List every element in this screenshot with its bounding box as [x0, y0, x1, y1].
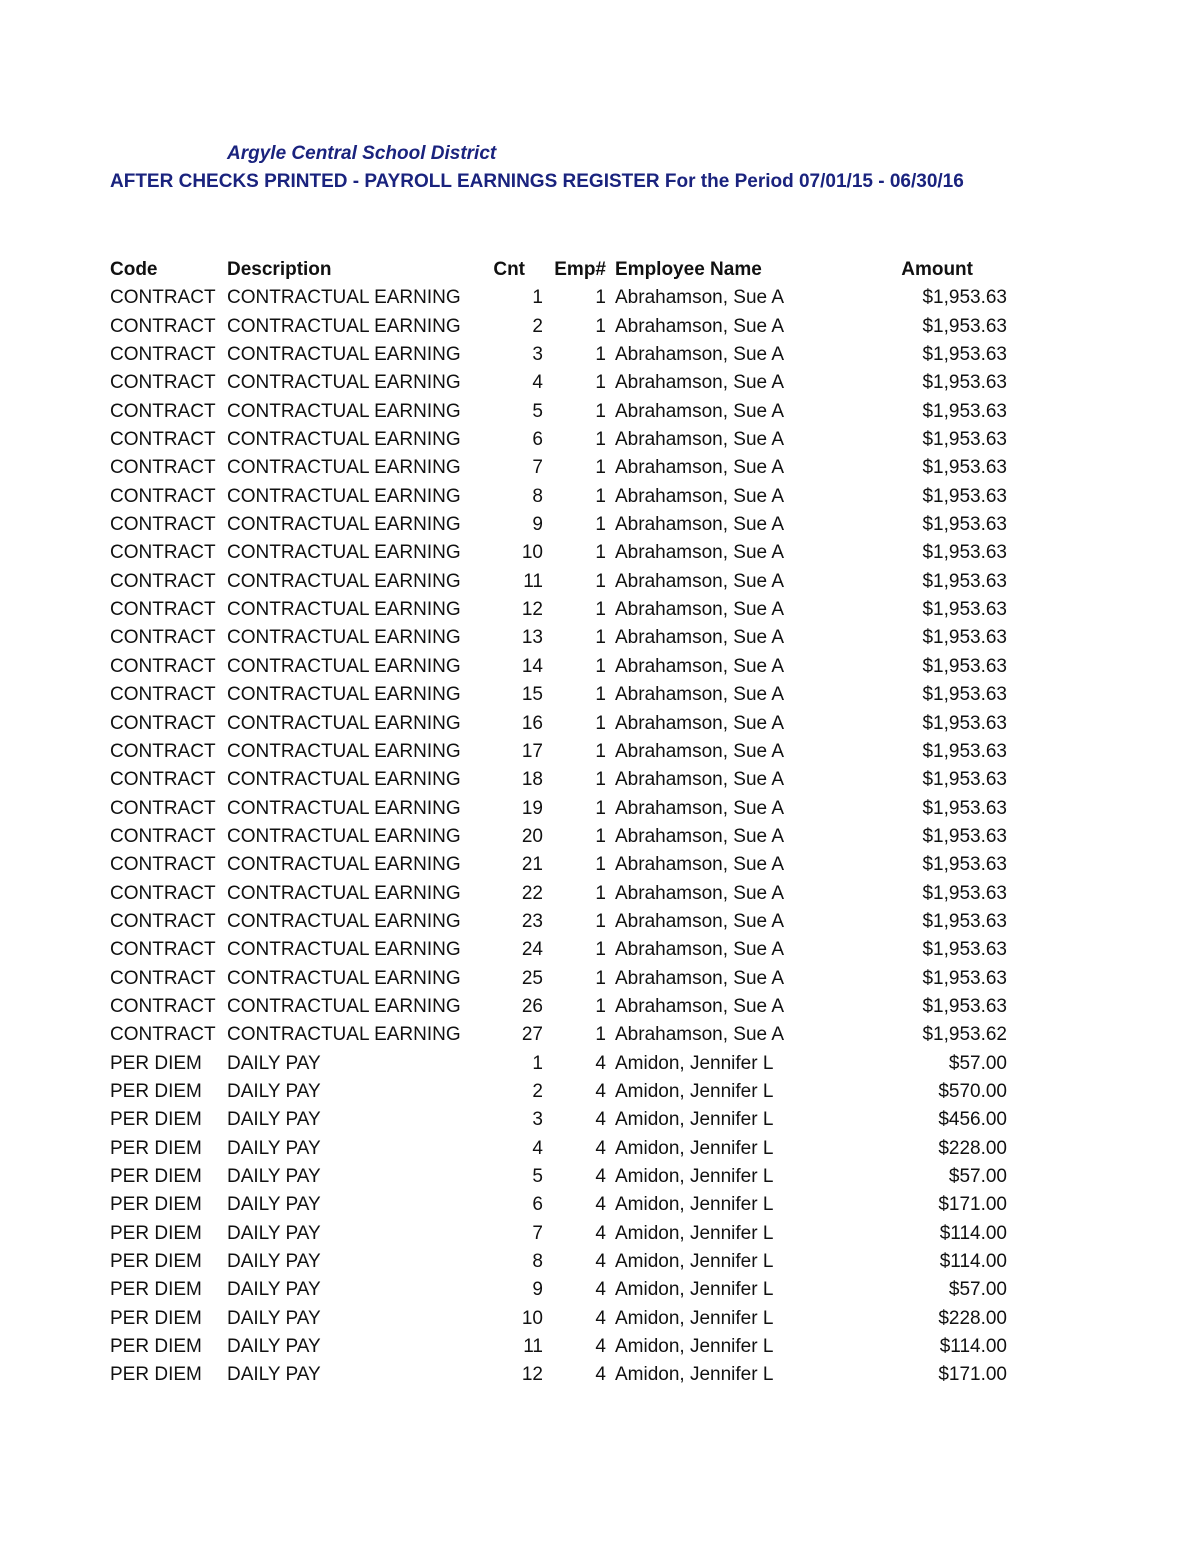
cell-emp: 1	[595, 344, 606, 366]
cell-description: CONTRACTUAL EARNING	[227, 372, 461, 394]
cell-code: PER DIEM	[110, 1336, 202, 1358]
cell-amount: $171.00	[938, 1194, 1007, 1216]
cell-cnt: 1	[532, 1052, 543, 1074]
cell-cnt: 12	[521, 599, 543, 621]
cell-emp: 1	[595, 287, 606, 309]
cell-emp: 4	[595, 1166, 606, 1187]
cell-description: CONTRACTUAL EARNING	[227, 797, 461, 819]
cell-cnt: 7	[532, 1222, 543, 1244]
table-row	[110, 313, 1020, 341]
cell-amount: $1,953.63	[922, 542, 1007, 564]
table-row	[110, 624, 1020, 652]
table-row	[110, 454, 1020, 482]
table-row	[110, 568, 1020, 596]
cell-amount: $228.00	[938, 1307, 1007, 1329]
cell-emp: 4	[595, 1194, 606, 1216]
cell-description: DAILY PAY	[227, 1336, 321, 1358]
cell-emp: 1	[595, 797, 606, 819]
cell-amount: $1,953.63	[922, 684, 1007, 706]
cell-employee-name: Abrahamson, Sue A	[615, 599, 784, 621]
cell-emp: 1	[595, 457, 606, 479]
cell-cnt: 13	[521, 627, 543, 649]
cell-amount: $1,953.63	[922, 882, 1007, 904]
column-header-cnt: Cnt	[493, 259, 525, 280]
cell-employee-name: Abrahamson, Sue A	[615, 429, 784, 451]
cell-employee-name: Abrahamson, Sue A	[615, 485, 784, 507]
cell-emp: 4	[595, 1307, 606, 1329]
cell-employee-name: Abrahamson, Sue A	[615, 854, 784, 876]
cell-code: CONTRACT	[110, 599, 216, 621]
cell-emp: 1	[595, 429, 606, 451]
cell-emp: 1	[595, 514, 606, 536]
cell-emp: 1	[595, 627, 606, 649]
cell-employee-name: Amidon, Jennifer L	[615, 1251, 774, 1273]
cell-emp: 1	[595, 995, 606, 1017]
cell-description: CONTRACTUAL EARNING	[227, 429, 461, 451]
cell-code: PER DIEM	[110, 1109, 202, 1131]
cell-cnt: 27	[521, 1024, 543, 1046]
table-row	[110, 936, 1020, 964]
cell-emp: 1	[595, 740, 606, 762]
cell-amount: $1,953.63	[922, 599, 1007, 621]
cell-employee-name: Amidon, Jennifer L	[615, 1279, 774, 1301]
cell-employee-name: Abrahamson, Sue A	[615, 400, 784, 422]
cell-code: PER DIEM	[110, 1166, 202, 1187]
cell-employee-name: Abrahamson, Sue A	[615, 939, 784, 961]
table-row	[110, 596, 1020, 624]
table-row	[110, 511, 1020, 539]
cell-employee-name: Amidon, Jennifer L	[615, 1222, 774, 1244]
cell-code: CONTRACT	[110, 910, 216, 932]
cell-description: CONTRACTUAL EARNING	[227, 400, 461, 422]
cell-cnt: 11	[523, 570, 543, 592]
cell-description: DAILY PAY	[227, 1307, 321, 1329]
cell-code: CONTRACT	[110, 825, 216, 847]
cell-employee-name: Amidon, Jennifer L	[615, 1109, 774, 1131]
column-header-employee-name: Employee Name	[615, 259, 762, 280]
cell-code: CONTRACT	[110, 1024, 216, 1046]
cell-emp: 1	[595, 599, 606, 621]
cell-cnt: 2	[532, 315, 543, 337]
cell-employee-name: Amidon, Jennifer L	[615, 1194, 774, 1216]
cell-code: CONTRACT	[110, 400, 216, 422]
cell-employee-name: Abrahamson, Sue A	[615, 995, 784, 1017]
table-row	[110, 1163, 1020, 1191]
cell-cnt: 15	[521, 684, 543, 706]
cell-employee-name: Abrahamson, Sue A	[615, 712, 784, 734]
cell-employee-name: Abrahamson, Sue A	[615, 825, 784, 847]
cell-code: CONTRACT	[110, 712, 216, 734]
cell-emp: 1	[595, 400, 606, 422]
cell-description: CONTRACTUAL EARNING	[227, 825, 461, 847]
cell-description: CONTRACTUAL EARNING	[227, 712, 461, 734]
table-row	[110, 851, 1020, 879]
cell-emp: 1	[595, 910, 606, 932]
table-row	[110, 710, 1020, 738]
cell-description: CONTRACTUAL EARNING	[227, 740, 461, 762]
table-row	[110, 284, 1020, 312]
cell-amount: $1,953.63	[922, 400, 1007, 422]
cell-employee-name: Abrahamson, Sue A	[615, 910, 784, 932]
cell-emp: 1	[595, 684, 606, 706]
cell-emp: 1	[595, 570, 606, 592]
cell-emp: 1	[595, 769, 606, 791]
cell-cnt: 4	[532, 1137, 543, 1159]
cell-employee-name: Abrahamson, Sue A	[615, 514, 784, 536]
table-body	[110, 284, 1020, 1389]
cell-code: CONTRACT	[110, 287, 216, 309]
cell-cnt: 20	[521, 825, 543, 847]
cell-amount: $114.00	[939, 1336, 1007, 1358]
table-row	[110, 823, 1020, 851]
cell-cnt: 19	[521, 797, 543, 819]
cell-emp: 1	[595, 485, 606, 507]
cell-description: DAILY PAY	[227, 1251, 321, 1273]
cell-amount: $1,953.63	[922, 655, 1007, 677]
table-row	[110, 1078, 1020, 1106]
cell-employee-name: Amidon, Jennifer L	[615, 1307, 774, 1329]
cell-amount: $1,953.63	[922, 967, 1007, 989]
table-row	[110, 908, 1020, 936]
cell-employee-name: Abrahamson, Sue A	[615, 542, 784, 564]
cell-amount: $1,953.63	[922, 939, 1007, 961]
cell-employee-name: Abrahamson, Sue A	[615, 797, 784, 819]
cell-amount: $1,953.63	[922, 740, 1007, 762]
cell-cnt: 18	[521, 769, 543, 791]
cell-emp: 4	[595, 1080, 606, 1102]
cell-cnt: 1	[532, 287, 543, 309]
column-header-amount: Amount	[901, 259, 973, 280]
table-row	[110, 738, 1020, 766]
cell-emp: 4	[595, 1052, 606, 1074]
cell-amount: $1,953.63	[922, 485, 1007, 507]
table-row	[110, 369, 1020, 397]
cell-amount: $57.00	[948, 1052, 1007, 1074]
cell-code: PER DIEM	[110, 1080, 202, 1102]
cell-cnt: 11	[523, 1336, 543, 1358]
cell-emp: 1	[595, 939, 606, 961]
cell-emp: 1	[595, 854, 606, 876]
cell-amount: $228.00	[938, 1137, 1007, 1159]
column-header-emp: Emp#	[554, 259, 606, 280]
cell-cnt: 3	[532, 344, 543, 366]
cell-emp: 1	[595, 315, 606, 337]
cell-description: DAILY PAY	[227, 1194, 321, 1216]
cell-description: DAILY PAY	[227, 1109, 321, 1131]
cell-employee-name: Abrahamson, Sue A	[615, 655, 784, 677]
cell-emp: 4	[595, 1279, 606, 1301]
cell-code: CONTRACT	[110, 769, 216, 791]
table-row	[110, 1248, 1020, 1276]
table-row	[110, 795, 1020, 823]
cell-code: PER DIEM	[110, 1052, 202, 1074]
cell-cnt: 10	[521, 1307, 543, 1329]
cell-code: CONTRACT	[110, 740, 216, 762]
cell-employee-name: Abrahamson, Sue A	[615, 769, 784, 791]
cell-employee-name: Amidon, Jennifer L	[615, 1336, 774, 1358]
cell-code: CONTRACT	[110, 655, 216, 677]
cell-code: CONTRACT	[110, 882, 216, 904]
cell-employee-name: Abrahamson, Sue A	[615, 344, 784, 366]
cell-code: CONTRACT	[110, 457, 216, 479]
cell-description: CONTRACTUAL EARNING	[227, 627, 461, 649]
cell-description: CONTRACTUAL EARNING	[227, 457, 461, 479]
cell-amount: $1,953.63	[922, 315, 1007, 337]
cell-amount: $1,953.63	[922, 712, 1007, 734]
cell-cnt: 14	[521, 655, 543, 677]
table-row	[110, 483, 1020, 511]
cell-amount: $114.00	[939, 1251, 1007, 1273]
cell-code: CONTRACT	[110, 939, 216, 961]
cell-code: PER DIEM	[110, 1251, 202, 1273]
cell-employee-name: Abrahamson, Sue A	[615, 287, 784, 309]
cell-amount: $1,953.63	[922, 570, 1007, 592]
cell-description: CONTRACTUAL EARNING	[227, 882, 461, 904]
cell-emp: 1	[595, 825, 606, 847]
cell-cnt: 21	[521, 854, 543, 876]
cell-description: CONTRACTUAL EARNING	[227, 939, 461, 961]
table-header-row	[110, 256, 1020, 284]
cell-cnt: 4	[532, 372, 543, 394]
cell-cnt: 6	[532, 1194, 543, 1216]
cell-cnt: 24	[521, 939, 543, 961]
cell-employee-name: Abrahamson, Sue A	[615, 882, 784, 904]
cell-cnt: 8	[532, 485, 543, 507]
cell-cnt: 26	[521, 995, 543, 1017]
table-row	[110, 993, 1020, 1021]
cell-code: CONTRACT	[110, 315, 216, 337]
cell-code: PER DIEM	[110, 1307, 202, 1329]
cell-amount: $1,953.63	[922, 344, 1007, 366]
table-row	[110, 1135, 1020, 1163]
cell-amount: $1,953.63	[922, 429, 1007, 451]
cell-cnt: 8	[532, 1251, 543, 1273]
cell-emp: 1	[595, 1024, 606, 1046]
cell-amount: $1,953.63	[922, 514, 1007, 536]
cell-employee-name: Abrahamson, Sue A	[615, 570, 784, 592]
cell-description: CONTRACTUAL EARNING	[227, 684, 461, 706]
cell-emp: 1	[595, 372, 606, 394]
table-row	[110, 1305, 1020, 1333]
cell-cnt: 25	[521, 967, 543, 989]
cell-amount: $171.00	[938, 1364, 1007, 1386]
cell-description: CONTRACTUAL EARNING	[227, 599, 461, 621]
cell-code: CONTRACT	[110, 570, 216, 592]
table-row	[110, 1276, 1020, 1304]
cell-description: DAILY PAY	[227, 1364, 321, 1386]
cell-amount: $1,953.62	[922, 1024, 1007, 1046]
cell-cnt: 12	[521, 1364, 543, 1386]
cell-amount: $1,953.63	[922, 910, 1007, 932]
table-row	[110, 1361, 1020, 1389]
table-row	[110, 1021, 1020, 1049]
cell-code: CONTRACT	[110, 514, 216, 536]
cell-employee-name: Abrahamson, Sue A	[615, 1024, 784, 1046]
cell-cnt: 22	[521, 882, 543, 904]
table-row	[110, 681, 1020, 709]
cell-description: DAILY PAY	[227, 1137, 321, 1159]
table-row	[110, 880, 1020, 908]
cell-employee-name: Amidon, Jennifer L	[615, 1137, 774, 1159]
cell-employee-name: Amidon, Jennifer L	[615, 1166, 774, 1187]
cell-cnt: 10	[521, 542, 543, 564]
cell-cnt: 7	[532, 457, 543, 479]
cell-amount: $1,953.63	[922, 457, 1007, 479]
cell-cnt: 17	[521, 740, 543, 762]
cell-cnt: 3	[532, 1109, 543, 1131]
cell-amount: $1,953.63	[922, 854, 1007, 876]
cell-description: DAILY PAY	[227, 1279, 321, 1301]
table-row	[110, 426, 1020, 454]
cell-amount: $114.00	[939, 1222, 1007, 1244]
cell-amount: $57.00	[948, 1166, 1007, 1187]
cell-emp: 4	[595, 1109, 606, 1131]
cell-code: CONTRACT	[110, 372, 216, 394]
cell-cnt: 6	[532, 429, 543, 451]
cell-code: CONTRACT	[110, 995, 216, 1017]
cell-description: CONTRACTUAL EARNING	[227, 485, 461, 507]
cell-employee-name: Abrahamson, Sue A	[615, 627, 784, 649]
table-row	[110, 965, 1020, 993]
cell-employee-name: Abrahamson, Sue A	[615, 740, 784, 762]
cell-emp: 1	[595, 655, 606, 677]
cell-description: CONTRACTUAL EARNING	[227, 854, 461, 876]
cell-description: CONTRACTUAL EARNING	[227, 315, 461, 337]
earnings-table	[110, 256, 1020, 1390]
cell-cnt: 9	[532, 1279, 543, 1301]
cell-employee-name: Amidon, Jennifer L	[615, 1364, 774, 1386]
cell-amount: $1,953.63	[922, 372, 1007, 394]
table-row	[110, 1191, 1020, 1219]
cell-description: DAILY PAY	[227, 1052, 321, 1074]
cell-code: PER DIEM	[110, 1137, 202, 1159]
cell-description: CONTRACTUAL EARNING	[227, 1024, 461, 1046]
cell-emp: 1	[595, 882, 606, 904]
column-header-description: Description	[227, 259, 332, 280]
cell-code: PER DIEM	[110, 1279, 202, 1301]
cell-code: CONTRACT	[110, 797, 216, 819]
cell-description: DAILY PAY	[227, 1080, 321, 1102]
cell-description: CONTRACTUAL EARNING	[227, 910, 461, 932]
cell-amount: $57.00	[948, 1279, 1007, 1301]
cell-emp: 4	[595, 1336, 606, 1358]
cell-emp: 1	[595, 712, 606, 734]
cell-employee-name: Abrahamson, Sue A	[615, 457, 784, 479]
cell-description: CONTRACTUAL EARNING	[227, 514, 461, 536]
cell-cnt: 9	[532, 514, 543, 536]
cell-emp: 4	[595, 1222, 606, 1244]
table-row	[110, 1220, 1020, 1248]
cell-employee-name: Abrahamson, Sue A	[615, 372, 784, 394]
cell-code: PER DIEM	[110, 1194, 202, 1216]
table-row	[110, 653, 1020, 681]
table-row	[110, 341, 1020, 369]
cell-description: CONTRACTUAL EARNING	[227, 967, 461, 989]
cell-code: PER DIEM	[110, 1364, 202, 1386]
table-row	[110, 1106, 1020, 1134]
cell-code: PER DIEM	[110, 1222, 202, 1244]
report-title: AFTER CHECKS PRINTED - PAYROLL EARNINGS REGISTER For the Period 07/01/15 - 06/30/16	[110, 171, 964, 192]
table-row	[110, 398, 1020, 426]
cell-employee-name: Amidon, Jennifer L	[615, 1080, 774, 1102]
cell-code: CONTRACT	[110, 542, 216, 564]
cell-description: DAILY PAY	[227, 1166, 321, 1187]
cell-description: CONTRACTUAL EARNING	[227, 287, 461, 309]
table-row	[110, 1050, 1020, 1078]
cell-emp: 4	[595, 1251, 606, 1273]
table-row	[110, 539, 1020, 567]
cell-cnt: 2	[532, 1080, 543, 1102]
cell-employee-name: Amidon, Jennifer L	[615, 1052, 774, 1074]
cell-emp: 4	[595, 1137, 606, 1159]
cell-cnt: 23	[521, 910, 543, 932]
table-row	[110, 766, 1020, 794]
cell-amount: $1,953.63	[922, 287, 1007, 309]
table-row	[110, 1333, 1020, 1361]
cell-code: CONTRACT	[110, 684, 216, 706]
cell-description: CONTRACTUAL EARNING	[227, 769, 461, 791]
cell-code: CONTRACT	[110, 485, 216, 507]
cell-amount: $570.00	[938, 1080, 1007, 1102]
cell-emp: 1	[595, 967, 606, 989]
cell-amount: $1,953.63	[922, 627, 1007, 649]
cell-amount: $1,953.63	[922, 995, 1007, 1017]
cell-emp: 1	[595, 542, 606, 564]
cell-cnt: 5	[532, 1166, 543, 1187]
cell-amount: $1,953.63	[922, 825, 1007, 847]
cell-employee-name: Abrahamson, Sue A	[615, 315, 784, 337]
cell-code: CONTRACT	[110, 854, 216, 876]
cell-description: CONTRACTUAL EARNING	[227, 655, 461, 677]
cell-code: CONTRACT	[110, 627, 216, 649]
cell-description: DAILY PAY	[227, 1222, 321, 1244]
cell-description: CONTRACTUAL EARNING	[227, 995, 461, 1017]
cell-cnt: 5	[532, 400, 543, 422]
cell-description: CONTRACTUAL EARNING	[227, 344, 461, 366]
district-name: Argyle Central School District	[227, 143, 497, 164]
column-header-code: Code	[110, 259, 158, 280]
cell-code: CONTRACT	[110, 344, 216, 366]
cell-code: CONTRACT	[110, 429, 216, 451]
cell-amount: $1,953.63	[922, 769, 1007, 791]
cell-amount: $456.00	[938, 1109, 1007, 1131]
cell-cnt: 16	[521, 712, 543, 734]
cell-code: CONTRACT	[110, 967, 216, 989]
cell-amount: $1,953.63	[922, 797, 1007, 819]
cell-description: CONTRACTUAL EARNING	[227, 542, 461, 564]
cell-employee-name: Abrahamson, Sue A	[615, 684, 784, 706]
cell-description: CONTRACTUAL EARNING	[227, 570, 461, 592]
cell-employee-name: Abrahamson, Sue A	[615, 967, 784, 989]
cell-emp: 4	[595, 1364, 606, 1386]
